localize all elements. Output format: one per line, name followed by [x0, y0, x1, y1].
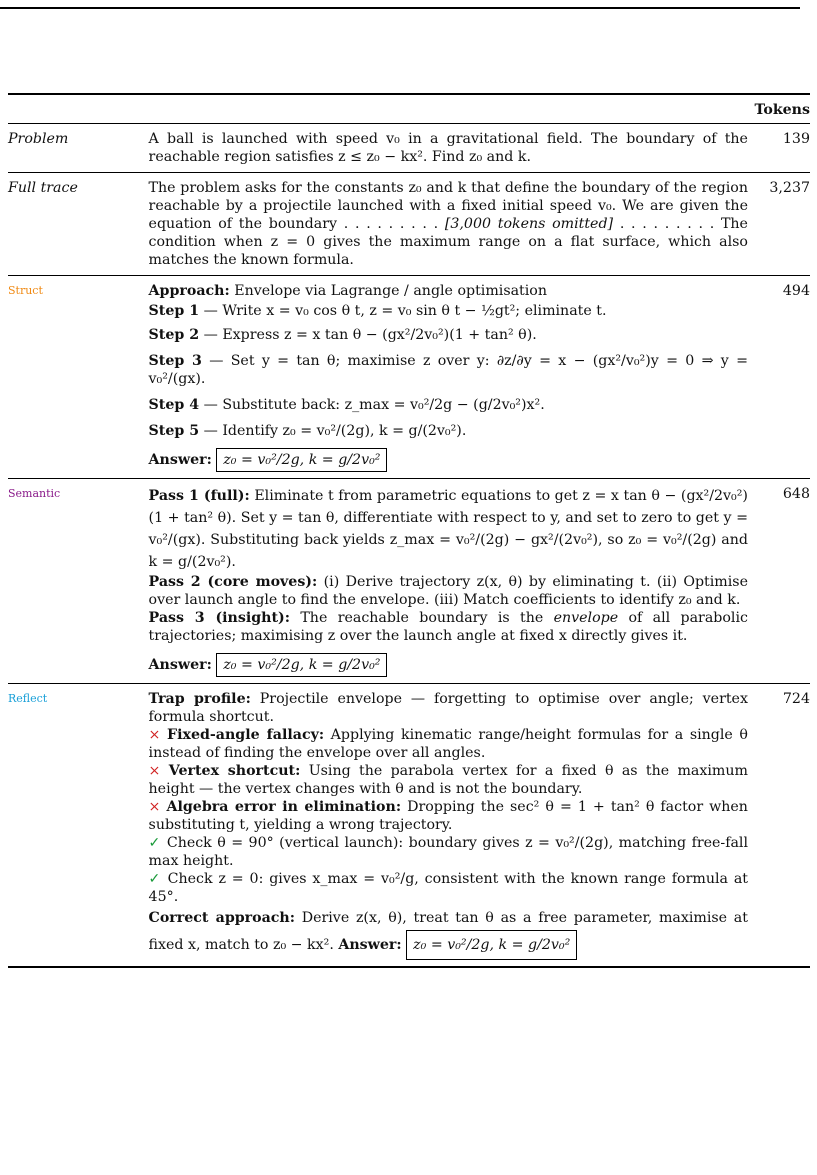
- trap-label: Trap profile:: [148, 691, 251, 707]
- step-line: [149, 422, 748, 440]
- item-text: Dropping the sec² θ = 1 + tan² θ factor when substituting t, yielding a wrong trajectory.: [148, 799, 748, 833]
- token-count: 648: [782, 486, 810, 502]
- row-label: Struct: [8, 284, 43, 297]
- row-label: Problem: [8, 131, 69, 147]
- step-text: — Set y = tan θ; maximise z over y: ∂z/∂y = x − (gx²/v₀²)y = 0 ⇒ y = v₀²/(gx).: [148, 353, 748, 387]
- semantic-body: [149, 479, 748, 684]
- pass-text: (i) Derive trajectory z(x, θ) by eliminating t. (ii) Optimise over launch angle to find the envelope. (iii) Match coefficients to identify z₀ and k.: [148, 574, 748, 608]
- answer-box: z₀ = v₀²/2g, k = g/2v₀²: [406, 930, 577, 960]
- pass-text: Eliminate t from parametric equations to get z = x tan θ − (gx²/2v₀²)(1 + tan² θ). Set y = tan θ, differentiate with respect to y, and set to zero to get y = v₀²/(gx). Substituting back yields z_max = v₀²/(2g) − gx²/(2v₀²), so z₀ = v₀²/(2g) and k = g/(2v₀²).: [148, 488, 748, 570]
- pass-label: Pass 3 (insight):: [148, 610, 290, 626]
- reflect-body: [149, 684, 748, 968]
- check-icon: ✓: [148, 871, 162, 887]
- row-semantic: [8, 479, 810, 684]
- correct-text: Derive z(x, θ), treat tan θ as a free parameter, maximise at fixed x, match to z₀ − kx².: [148, 910, 748, 953]
- row-full-trace: [8, 173, 810, 276]
- step-label: Step 4: [148, 397, 200, 413]
- item-label: Fixed-angle fallacy:: [167, 727, 325, 743]
- check-icon: ✓: [148, 835, 162, 851]
- item-text: Check z = 0: gives x_max = v₀²/g, consistent with the known range formula at 45°.: [148, 871, 748, 905]
- pass-text: The reachable boundary is the: [300, 610, 544, 626]
- pass-1: [149, 485, 748, 573]
- header-row: [8, 94, 810, 124]
- step-label: Step 5: [148, 423, 200, 439]
- answer-label: Answer:: [148, 657, 212, 673]
- top-rule: [0, 7, 800, 9]
- problem-text: A ball is launched with speed v₀ in a gravitational field. The boundary of the reachable region satisfies z ≤ z₀ − kx². Find z₀ and k.: [148, 131, 748, 165]
- trace-text-start: The problem asks for the constants z₀ and k that define the boundary of the region reachable by a projectile launched with a fixed initial speed v₀. We are given the equation of the boundary . . . . . . . . .: [148, 180, 748, 232]
- answer-box: z₀ = v₀²/2g, k = g/2v₀²: [216, 653, 387, 677]
- step-line: [149, 326, 748, 344]
- step-label: Step 3: [148, 353, 202, 369]
- reflect-item: [149, 726, 748, 762]
- cross-icon: ×: [148, 763, 161, 779]
- header-blank: [8, 94, 748, 124]
- item-text: Using the parabola vertex for a fixed θ as the maximum height — the vertex changes with θ and is not the boundary.: [148, 763, 748, 797]
- step-text: — Write x = v₀ cos θ t, z = v₀ sin θ t − ½gt²; eliminate t.: [203, 303, 607, 319]
- step-line: [149, 302, 748, 320]
- approach-text: Envelope via Lagrange / angle optimisation: [234, 283, 547, 299]
- pass-label: Pass 1 (full):: [148, 488, 250, 504]
- step-text: — Identify z₀ = v₀²/(2g), k = g/(2v₀²).: [203, 423, 467, 439]
- reflect-item: [149, 834, 748, 870]
- comparison-table: [8, 93, 810, 968]
- step-line: [149, 352, 748, 388]
- answer-line: [149, 448, 748, 472]
- item-label: Algebra error in elimination:: [166, 799, 402, 815]
- token-count: 139: [782, 131, 810, 147]
- cross-icon: ×: [148, 799, 161, 815]
- step-text: — Substitute back: z_max = v₀²/2g − (g/2v₀²)x².: [203, 397, 545, 413]
- row-label: Reflect: [8, 692, 48, 705]
- step-text: — Express z = x tan θ − (gx²/2v₀²)(1 + tan² θ).: [203, 327, 537, 343]
- tokens-header: Tokens: [754, 102, 810, 118]
- answer-label: Answer:: [338, 937, 402, 953]
- token-count: 724: [782, 691, 810, 707]
- reflect-item: [149, 870, 748, 906]
- row-problem: [8, 124, 810, 173]
- omitted-note: [3,000 tokens omitted]: [444, 216, 614, 232]
- answer-label: Answer:: [148, 452, 212, 468]
- row-reflect: [8, 684, 810, 968]
- row-struct: [8, 276, 810, 479]
- pass-label: Pass 2 (core moves):: [148, 574, 318, 590]
- cross-icon: ×: [148, 727, 161, 743]
- reflect-item: [149, 762, 748, 798]
- trap-profile: [149, 690, 748, 726]
- pass-2: [149, 573, 748, 609]
- struct-body: [149, 276, 748, 479]
- pass-3: [149, 609, 748, 645]
- approach-label: Approach:: [148, 283, 230, 299]
- row-label: Full trace: [8, 180, 78, 196]
- emphasis: envelope: [553, 610, 619, 626]
- item-label: Vertex shortcut:: [168, 763, 301, 779]
- approach-line: [149, 282, 748, 300]
- step-line: [149, 396, 748, 414]
- step-label: Step 1: [148, 303, 200, 319]
- correct-approach: [149, 906, 748, 960]
- row-label: Semantic: [8, 487, 61, 500]
- trap-text: Projectile envelope — forgetting to optimise over angle; vertex formula shortcut.: [148, 691, 748, 725]
- answer-line: [149, 653, 748, 677]
- item-text: Check θ = 90° (vertical launch): boundary gives z = v₀²/(2g), matching free-fall max height.: [148, 835, 748, 869]
- trace-text-end: . . . . . . . . . The condition when z = 0 gives the maximum range on a flat surface, which also matches the known formula.: [148, 216, 748, 268]
- pass-text: of all parabolic trajectories; maximising z over the launch angle at fixed x directly gives it.: [148, 610, 748, 644]
- token-count: 494: [782, 283, 810, 299]
- correct-label: Correct approach:: [148, 910, 295, 926]
- reflect-item: [149, 798, 748, 834]
- item-text: Applying kinematic range/height formulas for a single θ instead of finding the envelope over all angles.: [148, 727, 748, 761]
- full-trace-text: [149, 173, 748, 276]
- step-label: Step 2: [148, 327, 200, 343]
- answer-box: z₀ = v₀²/2g, k = g/2v₀²: [216, 448, 387, 472]
- token-count: 3,237: [769, 180, 810, 196]
